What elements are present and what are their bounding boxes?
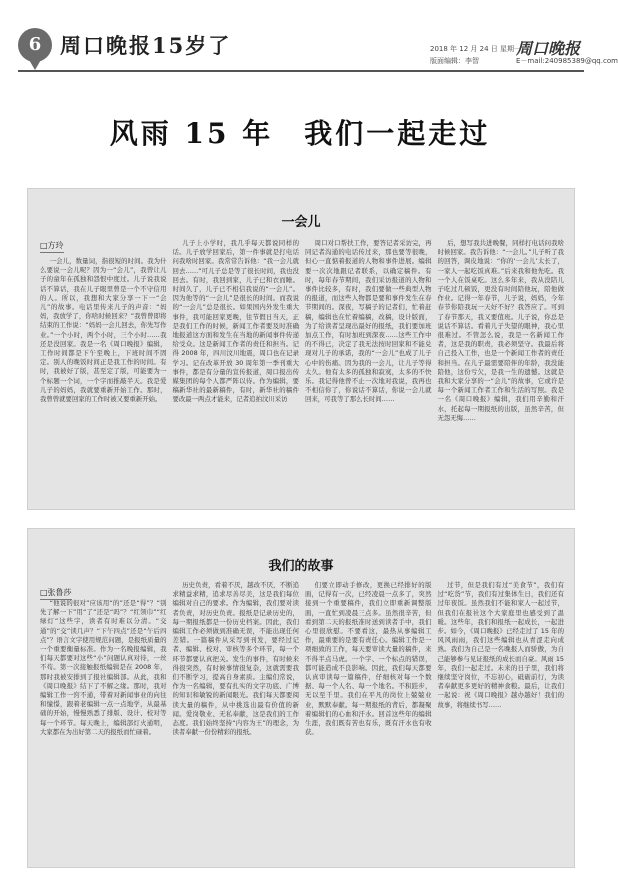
article-1-text: 一会儿，数量词，指很短的时间。我为什么要说一会儿呢？因为一“会儿”，我曾让儿子的童年在孤独和怨恨中度过。儿子说我说话不算话，我在儿子眼里曾是一个不守信用的人。所以，我想和大家分享一下一“会儿”的故事。电话里传来儿子的声音：“妈妈，我放学了，你啥时候回来？”我曾曾即将结束的工作说：“妈妈一会儿回去，你先写作业。”一个小时，两个小时，三个小时……我还是没回家。我是一名《周口晚报》编辑，工作时间都是下午至晚上，下班时间不固定。别人的晚饭时间正是我工作的时间。有时，我被好了版，甚至定了版，可能要为一个标题一个词，一个字而推敲半天。我是爱儿子的妈妈，我就要重新开始工作。那时，我曾曾就要回家的工作时被又要重新开始。 xyxy=(40,257,167,404)
article-2-columns xyxy=(40,581,564,861)
article-1-column xyxy=(305,239,432,501)
newspaper-logo: 周口晚报 xyxy=(516,39,581,58)
article-1-column xyxy=(40,239,167,501)
issue-date: 2018 年 12 月 24 日 星期一 xyxy=(430,45,521,53)
article-1-byline: □方玲 xyxy=(40,240,64,253)
article-2-title: 我们的故事 xyxy=(268,559,334,574)
article-panel-1 xyxy=(27,188,575,510)
article-2-text: 历史负责，看着不厌，越改不厌，不断追求精益求精，追求尽善尽美，这是我们每位编辑对自己的要求。作为编辑，我们要对读者负责，对历史负责。报纸是记录历史的，每一期报纸都是一份历史档案。因此，我们编辑工作必须做到准确无误，不能出现任何差错。一篇稿件从采写到刊发，要经过记者、编辑、校对、审核等多个环节，每一个环节都要认真把关。发生的事件，有时候来得很突然，有时候事情很复杂，这就需要我们不断学习，提高自身素质。主编们常说，作为一名编辑，要有扎实的文字功底、广博的知识和敏锐的新闻眼光。我们每天都要阅读大量的稿件，从中挑选出最有价值的新闻。爱岗敬业、无私奉献，这是我们的工作态度。我们始终坚持“内容为王”的理念，为读者奉献一份份精彩的报纸。 xyxy=(172,581,299,737)
article-panel-2 xyxy=(27,528,575,868)
main-headline: 风雨 15 年 我们一起走过 xyxy=(109,117,491,150)
header-divider xyxy=(18,70,584,72)
article-1-title: 一会儿 xyxy=(281,215,321,230)
paper-title: 周口晚报15岁了 xyxy=(60,33,232,58)
article-1-column xyxy=(438,239,565,501)
article-2-column xyxy=(438,581,565,861)
article-2-column xyxy=(40,581,167,861)
editor-label: 版面编辑：李智 xyxy=(430,57,479,65)
article-1-columns xyxy=(40,239,564,501)
editor-line xyxy=(430,56,485,66)
article-1-text: 儿子上小学时，我几乎每天都说同样的话。儿子放学回家后，第一件事就是打电话问我啥时回家。我常常告诉他：“我一会儿就回去……”可儿子总是等了很长时间，我也没回去。有时，我回到家，儿子已和衣而睡。时间久了，儿子已不相信我说的“一会儿”。因为他等的“一会儿”是很长的时间。而我说的“一会儿”总是很长。如果国内外发生重大事件，我可能回家更晚，往节假日当天，正是我们工作的时候，新闻工作者要及时准确地报道这方面和发生在当地的新闻事件传递给受众。这是新闻工作者的责任和担当。记得 2008 年，四川汶川地震，周口也在记录学习。记在改革开放 30 周年第一季刊重大事件，都是有分量的宣传报道，周口报出传媒集团的每个人都严阵以待。作为编辑，要稿新华社的最新稿件，有时，新华社的稿件要改最一两点才能来，记者追拍汶川采访 xyxy=(172,239,299,404)
article-1-text: 周口对口帮扶工作，要答记者采访完，再同记者沟通的电话传过来，那也要等很晚，但心一直惦着报道的人物和事件进展。编辑要一次次地跟记者联系，以确定稿件。有时，每年春节期间，我们采访报道的人物和事件比较多，有时，我们要做一些典型人物的报道，而这些人物都是要和事件发生在春节期间的。深夜，写稿子的记者们，忙着赶稿，编辑也在忙着编稿，改稿，设计版面，为了给读者呈现出最好的报纸，我们要加班加点工作，有时加班到深夜……这些工作中的不得已，决定了我无法按时回家和不能兑现对儿子的承诺，我的“一会儿”也成了儿子心中的伤痛。因为我的一会儿，让儿子等得太久。他有太多的孤独和寂寞，太多的不快乐。我记得他曾不止一次地对我说，我再也不相信你了，你说话不算话，你说一会儿就回来，可我等了那么长时间…… xyxy=(305,239,432,404)
article-2-column xyxy=(305,581,432,861)
article-2-text: 们要立即动手修改，更换已经排好的版面，记得有一次，已经凌晨一点多了，突然接到一个重要稿件，我们立即重新调整版面，一直忙到凌晨三点多。虽然很辛苦，但看到第二天的报纸准时送到读者手中，我们心里很欣慰。不要看这，最热从事编辑工作，最重要的是要有责任心。编辑工作是一项细致的工作，每天要审读大量的稿件，来不得半点马虎。一个字、一个标点的错误，都可能造成不良影响。因此，我们每天都要认真审读每一篇稿件，仔细核对每一个数据、每一个人名、每一个地名。不积跬步，无以至千里。我们在平凡的岗位上兢兢业业，默默奉献。每一期报纸的背后，都凝聚着编辑们的心血和汗水。回首这些年的编辑生涯，我们既有苦也有乐，既有汗水也有收获。 xyxy=(305,581,432,737)
badge-pointer-icon xyxy=(28,58,42,70)
page-number-badge: 6 xyxy=(18,28,52,62)
article-1-text: 后，想写我共进晚餐，同样打电话问我啥时候回家。我告诉他：“一会儿。”儿子听了我的回答，调皮地说：“你的‘一会儿’太长了，一家人一起吃饭真难。”后来我和他先吃。我一个人在饭桌吃。这么多年来，我从没陪儿子吃过几顿饭，更没有时间陪他玩，陪他做作业。记得一年春节，儿子说，妈妈，今年春节你陪我玩一天好不好？我答应了。可到了春节那天，我又要值班。儿子说，你总是说话不算话。看着儿子失望的眼神，我心里很难过。不管怎么说，我是一名新闻工作者，这是我的职责，我必须坚守。我最后将自己投入工作，也是一个新闻工作者的责任和担当。在儿子最需要陪伴的年龄，我没能陪他，这份亏欠，是我一生的遗憾。这就是我和大家分享的一“会儿”的故事，它或许是每一个新闻工作者工作和生活的写照。我是一名《周口晚报》编辑，我们用辛勤和汗水，托起每一期报纸的出版，虽然辛苦，但无怨无悔…… xyxy=(437,239,564,422)
page-header xyxy=(0,0,618,82)
article-2-column xyxy=(173,581,300,861)
article-1-column xyxy=(173,239,300,501)
article-2-text: “他说的很对”应该用“的”还是“得”？“别先了解一下”用“了”还是“吗”？“红领巾”“红绿灯”这些字，读者有时难以分清。“交通”的“交”读几声？“下午四点”还是“午后四点”？语言文字使用规范问题，是报纸质量的一个重要衡量标准。作为一名晚报编辑，我们每天都要对这些“小”问题认真对待，一丝不苟。第一次接触报纸编辑是在 2008 年，那时我被安排到了报社编辑部。从此，我和《周口晚报》结下了不解之缘。那时，我对编辑工作一窍不通，带着对新闻事业的向往和憧憬，跟着老编辑一点一点地学，从最基础的开始，慢慢熟悉了排版、设计、校对等每一个环节。每天晚上，编辑部灯火通明，大家都在为出好第二天的报纸而忙碌着。 xyxy=(40,599,167,736)
article-2-byline: □张鲁莎 xyxy=(40,587,72,600)
article-2-text: 过节，但是我们有过“美食节”，我们有过“吃货”节，我们有过集体生日，我们还有过年夜饭。虽然我们不能和家人一起过节，但我们在报社这个大家庭里也感受到了温暖。这些年，我们和报纸一起成长，一起进步。如今，《周口晚报》已经走过了 15 年的风风雨雨，我们这些编辑也从青涩走向成熟。我们为自己是一名晚报人而骄傲，为自己能够参与见证报纸的成长而自豪。风雨 15 年，我们一起走过。未来的日子里，我们将继续坚守岗位，不忘初心，砥砺前行，为读者奉献更多更好的精神食粮。最后，让我们一起说：祝《周口晚报》越办越好！我们的故事，将继续书写…… xyxy=(437,581,564,709)
contact-email: E－mail:240985389@qq.com xyxy=(516,57,618,65)
